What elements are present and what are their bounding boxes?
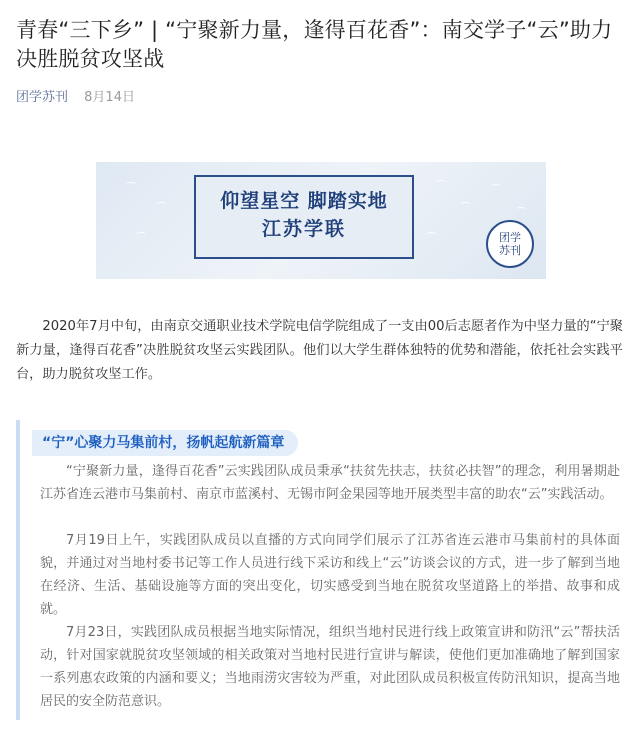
banner-slogan-box [194,175,414,259]
section-heading: “宁”心聚力马集前村，扬帆起航新篇章 [32,430,298,456]
seal-line2: 苏刊 [499,244,521,257]
banner-image [96,162,546,279]
content-section [16,420,623,720]
bird-icon [136,232,146,237]
bird-icon [491,184,501,189]
intro-paragraph: 2020年7月中旬，由南京交通职业技术学院电信学院组成了一支由00后志愿者作为中坚力量的“宁聚新力量，逢得百花香”决胜脱贫攻坚云实践团队。他们以大学生群体独特的优势和潜能，依托社会实践平台，助力脱贫攻坚工作。 [16,319,623,382]
bird-icon [426,232,436,237]
section-paragraph-1: “宁聚新力量，逢得百花香”云实践团队成员秉承“扶贫先扶志，扶贫必扶智”的理念，利用暑期赴江苏省连云港市马集前村、南京市蓝溪村、无锡市阿金果园等地开展类型丰富的助农“云”实践活动。 [40,464,620,502]
seal-line1: 团学 [499,231,521,244]
publish-date: 8月14日 [84,90,135,105]
author-link[interactable]: 团学苏刊 [16,90,69,105]
article-meta [16,89,135,107]
bird-icon [516,207,526,212]
banner-slogan-line1: 仰望星空 脚踏实地 [220,190,388,212]
article-title: 青春“三下乡” | “宁聚新力量，逢得百花香”：南交学子“云”助力决胜脱贫攻坚战 [16,18,613,71]
section-paragraph-3: 7月23日，实践团队成员根据当地实际情况，组织当地村民进行线上政策宣讲和防汛“云”帮扶活动，针对国家就脱贫攻坚领域的相关政策对当地村民进行宣讲与解读，使他们更加准确地了解到国家一系列惠农政策的内涵和要义；当地雨涝灾害较为严重，对此团队成员积极宣传防汛知识，提高当地居民的安全防范意识。 [40,625,620,709]
bird-icon [126,182,136,187]
section-paragraph-2: 7月19日上午，实践团队成员以直播的方式向同学们展示了江苏省连云港市马集前村的具体面貌，并通过对当地村委书记等工作人员进行线下采访和线上“云”访谈会议的方式，进一步了解到当地在经济、生活、基础设施等方面的突出变化，切实感受到当地在脱贫攻坚道路上的举措、故事和成就。 [40,533,620,617]
bird-icon [461,202,471,207]
banner-slogan-line2: 江苏学联 [261,218,346,240]
brand-seal [486,220,534,268]
bird-icon [436,180,446,185]
bird-icon [156,202,166,207]
